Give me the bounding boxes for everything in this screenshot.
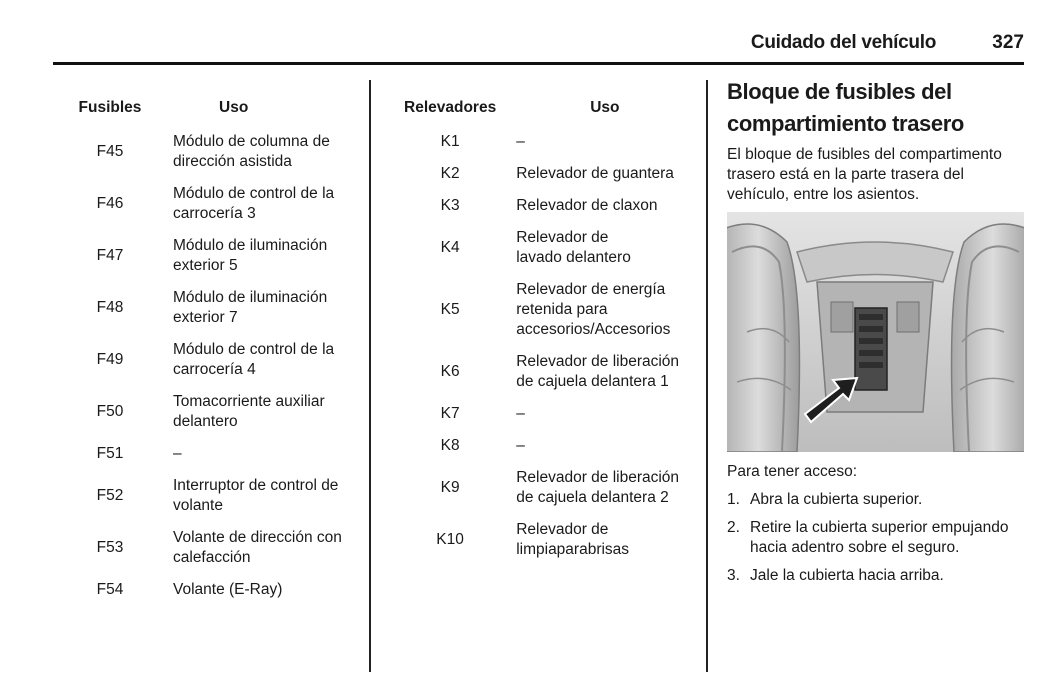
table-row <box>404 158 692 190</box>
relay-id: K5 <box>440 301 460 318</box>
fuse-id: F53 <box>96 539 124 556</box>
relay-use: – <box>516 405 525 422</box>
step-text: Retire la cubierta superior empujando hacia adentro sobre el seguro. <box>750 519 1009 556</box>
page-header <box>0 0 1054 62</box>
fuse-use: Volante (E-Ray) <box>173 581 283 598</box>
relay-use: Relevador de lavado delantero <box>516 229 631 266</box>
table-row <box>75 126 345 178</box>
intro-paragraph: El bloque de fusibles del compartimento trasero está en la parte trasera del vehículo, entre los asientos. <box>727 146 1002 203</box>
step-text: Jale la cubierta hacia arriba. <box>750 567 944 584</box>
access-label: Para tener acceso: <box>727 463 858 480</box>
relay-use: Relevador de liberación de cajuela delantera 1 <box>516 353 680 390</box>
table-row <box>75 282 345 334</box>
table-row <box>75 334 345 386</box>
relay-id: K9 <box>440 479 460 496</box>
relay-id: K6 <box>440 363 460 380</box>
step-number: 2. <box>727 519 740 536</box>
table-row <box>404 222 692 274</box>
table-row <box>75 230 345 282</box>
fuse-use: Módulo de control de la carrocería 4 <box>173 341 335 378</box>
relays-header-id: Relevadores <box>404 99 497 116</box>
fuse-id: F54 <box>96 581 124 598</box>
fuse-use: Módulo de iluminación exterior 5 <box>173 237 328 274</box>
relay-id: K3 <box>440 197 460 214</box>
fuse-id: F49 <box>96 351 124 368</box>
column-divider-2 <box>706 80 708 672</box>
relay-id: K7 <box>440 405 460 422</box>
fuse-use: Tomacorriente auxiliar delantero <box>173 393 325 430</box>
relay-use: Relevador de limpiaparabrisas <box>516 521 630 558</box>
fuses-header-use: Uso <box>219 99 249 116</box>
fuse-id: F51 <box>96 445 124 462</box>
section-heading: Bloque de fusibles del compartimiento trasero <box>727 79 964 136</box>
table-row <box>404 126 692 158</box>
access-steps <box>727 490 1027 594</box>
page-number: 327 <box>992 32 1024 53</box>
fuse-id: F46 <box>96 195 124 212</box>
fuse-id: F47 <box>96 247 124 264</box>
relay-use: Relevador de guantera <box>516 165 674 182</box>
table-row <box>404 398 692 430</box>
relay-id: K8 <box>440 437 460 454</box>
fuse-id: F48 <box>96 299 124 316</box>
table-row <box>404 346 692 398</box>
table-row <box>75 574 345 606</box>
list-item <box>727 566 1027 586</box>
step-text: Abra la cubierta superior. <box>750 491 923 508</box>
relay-use: Relevador de claxon <box>516 197 658 214</box>
list-item <box>727 518 1027 558</box>
fuse-use: Módulo de columna de dirección asistida <box>173 133 330 170</box>
relay-id: K1 <box>440 133 460 150</box>
relays-table <box>404 96 692 566</box>
fuses-table <box>75 96 345 606</box>
relay-id: K2 <box>440 165 460 182</box>
table-row <box>75 438 345 470</box>
relay-id: K4 <box>440 239 460 256</box>
rear-fuse-block-illustration <box>727 212 1024 452</box>
fuse-id: F45 <box>96 143 124 160</box>
section-title: Cuidado del vehículo <box>750 32 936 53</box>
table-row <box>75 470 345 522</box>
relay-use: Relevador de energía retenida para accesorios/Accesorios <box>516 281 671 338</box>
relay-id: K10 <box>436 531 464 548</box>
fuse-use: Módulo de iluminación exterior 7 <box>173 289 328 326</box>
fuse-id: F50 <box>96 403 124 420</box>
table-row <box>404 190 692 222</box>
fuse-use: Interruptor de control de volante <box>173 477 339 514</box>
relay-use: Relevador de liberación de cajuela delantera 2 <box>516 469 680 506</box>
header-rule <box>53 62 1024 65</box>
table-row <box>404 462 692 514</box>
fuse-use: Módulo de control de la carrocería 3 <box>173 185 335 222</box>
fuse-use: Volante de dirección con calefacción <box>173 529 342 566</box>
column-divider-1 <box>369 80 371 672</box>
relay-use: – <box>516 437 525 454</box>
table-row <box>75 522 345 574</box>
list-item <box>727 490 1027 510</box>
table-row <box>404 430 692 462</box>
table-row <box>404 274 692 346</box>
step-number: 1. <box>727 491 740 508</box>
fuse-id: F52 <box>96 487 124 504</box>
fuses-header-id: Fusibles <box>78 99 142 116</box>
step-number: 3. <box>727 567 740 584</box>
table-row <box>404 514 692 566</box>
fuse-use: – <box>173 445 182 462</box>
table-row <box>75 178 345 230</box>
relay-use: – <box>516 133 525 150</box>
seats-illustration <box>727 212 1024 452</box>
table-row <box>75 386 345 438</box>
relays-header-use: Uso <box>590 99 620 116</box>
